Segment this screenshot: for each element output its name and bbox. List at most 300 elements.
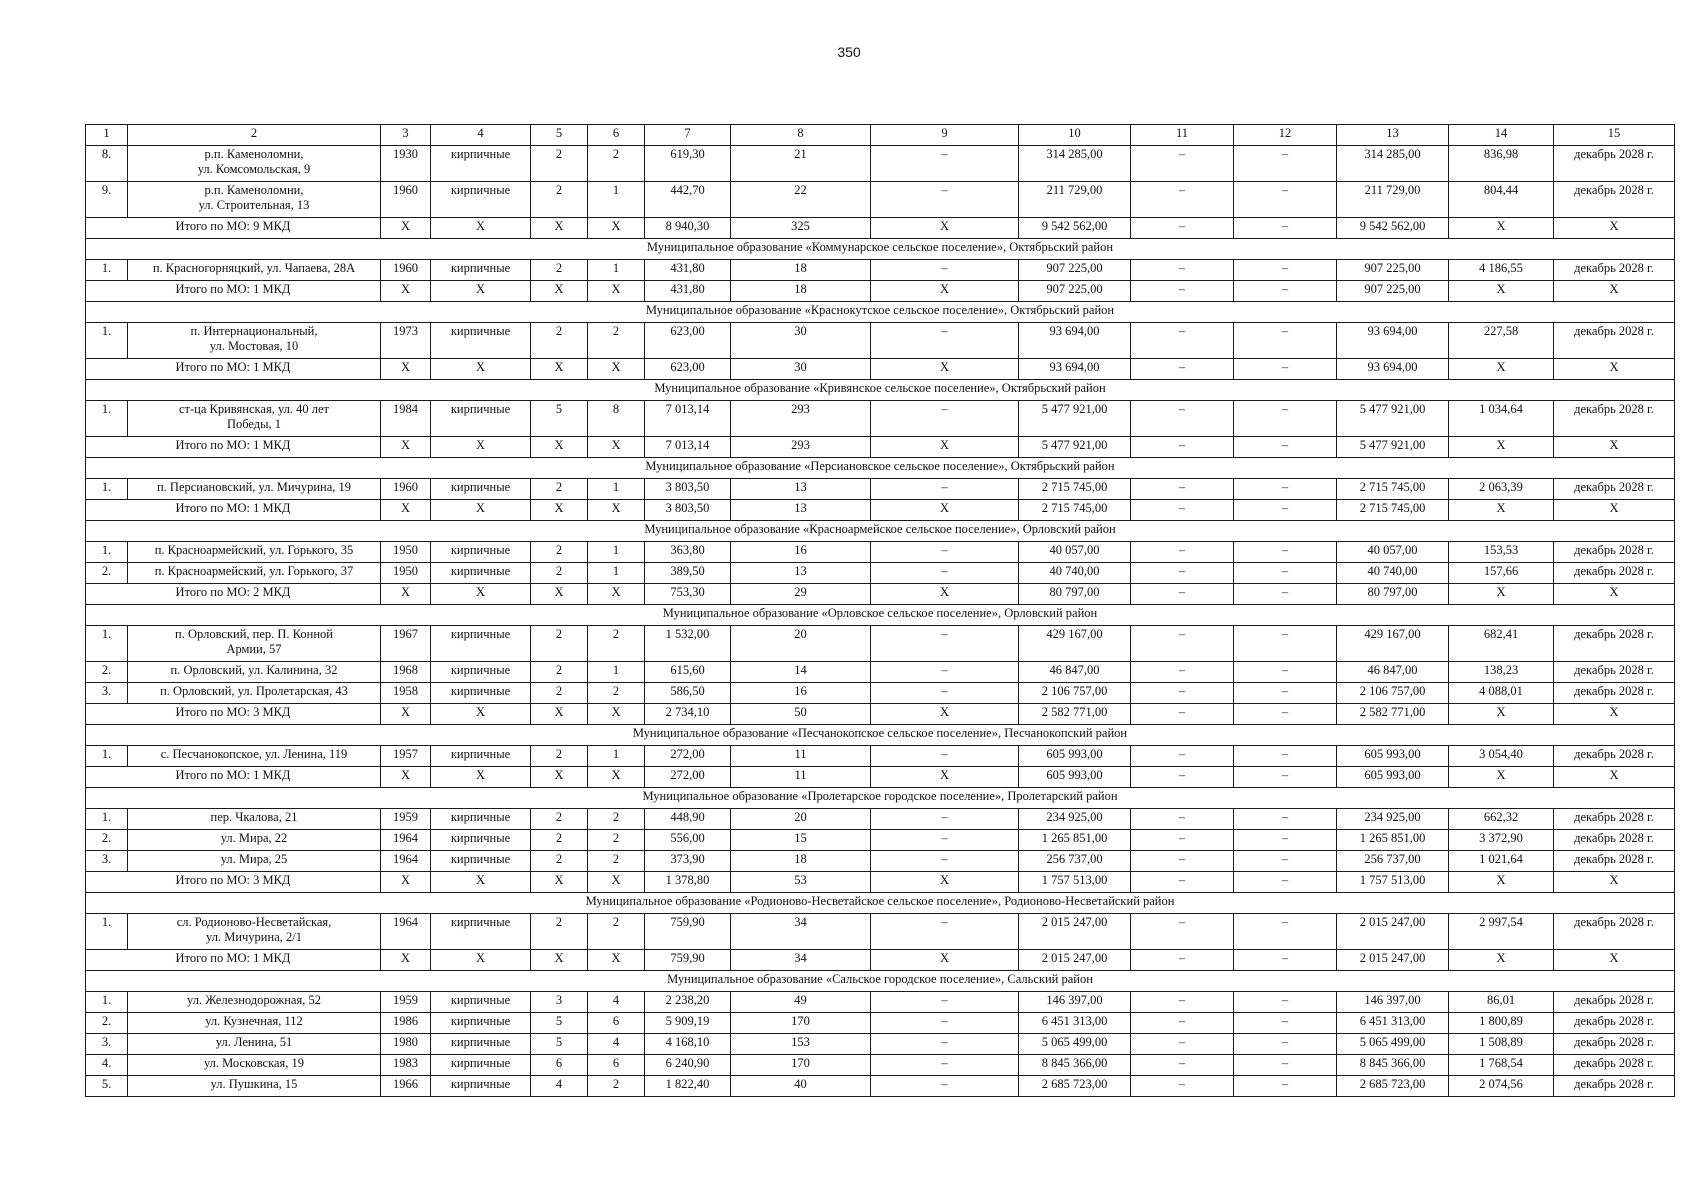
cell-col-5: Х	[531, 704, 588, 725]
row-number: 2.	[86, 830, 128, 851]
cell-col-9: Х	[871, 767, 1019, 788]
year-cell: 1960	[381, 479, 431, 500]
cell-col-15: Х	[1554, 359, 1675, 380]
row-number: 1.	[86, 401, 128, 437]
area-cell: 2 238,20	[645, 992, 731, 1013]
cell-col-12: –	[1234, 662, 1337, 683]
cell-col-12: –	[1234, 704, 1337, 725]
header-row	[86, 125, 1675, 146]
year-cell: 1959	[381, 992, 431, 1013]
column-header-5: 5	[531, 125, 588, 146]
municipality-header-row	[86, 458, 1675, 479]
unit-cost-cell: 1 021,64	[1449, 851, 1554, 872]
cost-cell: 40 057,00	[1019, 542, 1131, 563]
cell-col-11: –	[1131, 950, 1234, 971]
row-number: 3.	[86, 683, 128, 704]
cell-col-11: –	[1131, 872, 1234, 893]
cell-col-4: Х	[431, 281, 531, 302]
deadline-cell: декабрь 2028 г.	[1554, 323, 1675, 359]
unit-cost-cell: 1 034,64	[1449, 401, 1554, 437]
cell-col-12: –	[1234, 542, 1337, 563]
deadline-cell: декабрь 2028 г.	[1554, 260, 1675, 281]
cell-cost-total: 93 694,00	[1337, 359, 1449, 380]
column-header-6: 6	[588, 125, 645, 146]
row-number: 5.	[86, 1076, 128, 1097]
column-header-8: 8	[731, 125, 871, 146]
subtotal-row	[86, 950, 1675, 971]
area-cell: 272,00	[645, 746, 731, 767]
unit-cost-cell: 3 054,40	[1449, 746, 1554, 767]
area-cell: 431,80	[645, 260, 731, 281]
address-cell: ул. Мира, 25	[128, 851, 381, 872]
residents-cell: 14	[731, 662, 871, 683]
residents-cell: 21	[731, 146, 871, 182]
area-cell: 619,30	[645, 146, 731, 182]
cost-total-cell: 146 397,00	[1337, 992, 1449, 1013]
column-header-13: 13	[1337, 125, 1449, 146]
cell-col-11: –	[1131, 1034, 1234, 1055]
cell-col-11: –	[1131, 323, 1234, 359]
area-cell: 6 240,90	[645, 1055, 731, 1076]
cost-cell: 907 225,00	[1019, 260, 1131, 281]
cell-area: 759,90	[645, 950, 731, 971]
table-row	[86, 323, 1675, 359]
cell-col-11: –	[1131, 1055, 1234, 1076]
floors-cell: 3	[531, 992, 588, 1013]
area-cell: 389,50	[645, 563, 731, 584]
cell-cost: 5 477 921,00	[1019, 437, 1131, 458]
deadline-cell: декабрь 2028 г.	[1554, 662, 1675, 683]
cell-col-14: Х	[1449, 704, 1554, 725]
cell-col-15: Х	[1554, 500, 1675, 521]
cell-col-14: Х	[1449, 359, 1554, 380]
cell-col-11: –	[1131, 914, 1234, 950]
table-row	[86, 1055, 1675, 1076]
cell-col-11: –	[1131, 704, 1234, 725]
cell-col-8: 30	[731, 359, 871, 380]
cost-cell: 40 740,00	[1019, 563, 1131, 584]
deadline-cell: декабрь 2028 г.	[1554, 1076, 1675, 1097]
unit-cost-cell: 836,98	[1449, 146, 1554, 182]
row-number: 1.	[86, 542, 128, 563]
municipality-header-row	[86, 380, 1675, 401]
cell-cost-total: 605 993,00	[1337, 767, 1449, 788]
wall-material-cell: кирпичные	[431, 1013, 531, 1034]
municipality-header-row	[86, 971, 1675, 992]
cost-total-cell: 5 477 921,00	[1337, 401, 1449, 437]
cell-col-9: –	[871, 1013, 1019, 1034]
year-cell: 1983	[381, 1055, 431, 1076]
cell-col-9: –	[871, 830, 1019, 851]
municipality-header-row	[86, 788, 1675, 809]
residents-cell: 170	[731, 1013, 871, 1034]
cell-col-6: Х	[588, 704, 645, 725]
cell-col-9: Х	[871, 950, 1019, 971]
cell-col-12: –	[1234, 146, 1337, 182]
wall-material-cell: кирпичные	[431, 323, 531, 359]
cell-col-9: –	[871, 914, 1019, 950]
address-cell: п. Орловский, пер. П. Конной Армии, 57	[128, 626, 381, 662]
area-cell: 615,60	[645, 662, 731, 683]
row-number: 2.	[86, 662, 128, 683]
cell-col-12: –	[1234, 872, 1337, 893]
column-header-2: 2	[128, 125, 381, 146]
wall-material-cell: кирпичные	[431, 809, 531, 830]
entrances-cell: 1	[588, 746, 645, 767]
cell-col-9: Х	[871, 500, 1019, 521]
cell-col-5: Х	[531, 218, 588, 239]
cell-col-8: 34	[731, 950, 871, 971]
cell-col-3: Х	[381, 872, 431, 893]
unit-cost-cell: 86,01	[1449, 992, 1554, 1013]
cell-col-12: –	[1234, 1076, 1337, 1097]
cell-col-11: –	[1131, 992, 1234, 1013]
cell-col-5: Х	[531, 359, 588, 380]
row-number: 3.	[86, 1034, 128, 1055]
deadline-cell: декабрь 2028 г.	[1554, 1034, 1675, 1055]
table-row	[86, 662, 1675, 683]
area-cell: 442,70	[645, 182, 731, 218]
unit-cost-cell: 3 372,90	[1449, 830, 1554, 851]
deadline-cell: декабрь 2028 г.	[1554, 1013, 1675, 1034]
cell-col-11: –	[1131, 218, 1234, 239]
cell-col-12: –	[1234, 437, 1337, 458]
cell-col-3: Х	[381, 437, 431, 458]
cell-col-15: Х	[1554, 950, 1675, 971]
cost-total-cell: 234 925,00	[1337, 809, 1449, 830]
deadline-cell: декабрь 2028 г.	[1554, 830, 1675, 851]
cell-col-11: –	[1131, 683, 1234, 704]
cell-col-11: –	[1131, 809, 1234, 830]
entrances-cell: 1	[588, 260, 645, 281]
wall-material-cell: кирпичные	[431, 1034, 531, 1055]
cell-col-12: –	[1234, 830, 1337, 851]
cell-col-12: –	[1234, 500, 1337, 521]
cell-col-12: –	[1234, 260, 1337, 281]
cell-col-6: Х	[588, 437, 645, 458]
cell-col-14: Х	[1449, 584, 1554, 605]
address-cell: с. Песчанокопское, ул. Ленина, 119	[128, 746, 381, 767]
cell-col-6: Х	[588, 584, 645, 605]
row-number: 9.	[86, 182, 128, 218]
residents-cell: 30	[731, 323, 871, 359]
column-header-10: 10	[1019, 125, 1131, 146]
cell-col-14: Х	[1449, 500, 1554, 521]
entrances-cell: 6	[588, 1055, 645, 1076]
row-number: 2.	[86, 1013, 128, 1034]
floors-cell: 4	[531, 1076, 588, 1097]
cell-area: 2 734,10	[645, 704, 731, 725]
entrances-cell: 6	[588, 1013, 645, 1034]
entrances-cell: 2	[588, 914, 645, 950]
cost-cell: 2 015 247,00	[1019, 914, 1131, 950]
cell-col-11: –	[1131, 479, 1234, 500]
floors-cell: 5	[531, 401, 588, 437]
residents-cell: 153	[731, 1034, 871, 1055]
wall-material-cell: кирпичные	[431, 1055, 531, 1076]
cell-col-4: Х	[431, 704, 531, 725]
year-cell: 1959	[381, 809, 431, 830]
column-header-15: 15	[1554, 125, 1675, 146]
cell-cost: 2 715 745,00	[1019, 500, 1131, 521]
wall-material-cell: кирпичные	[431, 401, 531, 437]
unit-cost-cell: 1 508,89	[1449, 1034, 1554, 1055]
cell-cost-total: 80 797,00	[1337, 584, 1449, 605]
cell-col-9: Х	[871, 218, 1019, 239]
table-row	[86, 914, 1675, 950]
cell-col-11: –	[1131, 584, 1234, 605]
floors-cell: 2	[531, 260, 588, 281]
row-number: 4.	[86, 1055, 128, 1076]
column-header-12: 12	[1234, 125, 1337, 146]
address-cell: ул. Пушкина, 15	[128, 1076, 381, 1097]
unit-cost-cell: 662,32	[1449, 809, 1554, 830]
entrances-cell: 8	[588, 401, 645, 437]
cell-col-14: Х	[1449, 281, 1554, 302]
table-row	[86, 479, 1675, 500]
deadline-cell: декабрь 2028 г.	[1554, 146, 1675, 182]
year-cell: 1964	[381, 830, 431, 851]
residents-cell: 49	[731, 992, 871, 1013]
cell-cost-total: 1 757 513,00	[1337, 872, 1449, 893]
subtotal-row	[86, 584, 1675, 605]
deadline-cell: декабрь 2028 г.	[1554, 182, 1675, 218]
cell-col-12: –	[1234, 1013, 1337, 1034]
cost-total-cell: 2 685 723,00	[1337, 1076, 1449, 1097]
subtotal-row	[86, 281, 1675, 302]
cell-cost: 907 225,00	[1019, 281, 1131, 302]
cost-cell: 1 265 851,00	[1019, 830, 1131, 851]
floors-cell: 2	[531, 809, 588, 830]
cost-total-cell: 5 065 499,00	[1337, 1034, 1449, 1055]
year-cell: 1950	[381, 563, 431, 584]
cell-col-5: Х	[531, 281, 588, 302]
entrances-cell: 2	[588, 146, 645, 182]
table-row	[86, 683, 1675, 704]
area-cell: 1 532,00	[645, 626, 731, 662]
cell-cost: 2 015 247,00	[1019, 950, 1131, 971]
unit-cost-cell: 227,58	[1449, 323, 1554, 359]
cell-col-12: –	[1234, 950, 1337, 971]
area-cell: 3 803,50	[645, 479, 731, 500]
municipality-title: Муниципальное образование «Пролетарское городское поселение», Пролетарский район	[86, 788, 1675, 809]
cell-col-12: –	[1234, 683, 1337, 704]
area-cell: 448,90	[645, 809, 731, 830]
cell-cost: 1 757 513,00	[1019, 872, 1131, 893]
subtotal-label: Итого по МО: 1 МКД	[86, 359, 381, 380]
floors-cell: 2	[531, 479, 588, 500]
cell-cost-total: 5 477 921,00	[1337, 437, 1449, 458]
unit-cost-cell: 2 997,54	[1449, 914, 1554, 950]
cell-area: 623,00	[645, 359, 731, 380]
column-header-9: 9	[871, 125, 1019, 146]
cell-col-15: Х	[1554, 767, 1675, 788]
cell-area: 3 803,50	[645, 500, 731, 521]
cell-col-4: Х	[431, 437, 531, 458]
address-cell: п. Красноармейский, ул. Горького, 35	[128, 542, 381, 563]
cell-col-12: –	[1234, 767, 1337, 788]
deadline-cell: декабрь 2028 г.	[1554, 851, 1675, 872]
cell-col-12: –	[1234, 323, 1337, 359]
cost-cell: 6 451 313,00	[1019, 1013, 1131, 1034]
cost-total-cell: 6 451 313,00	[1337, 1013, 1449, 1034]
year-cell: 1966	[381, 1076, 431, 1097]
cell-col-6: Х	[588, 950, 645, 971]
cell-col-11: –	[1131, 563, 1234, 584]
cell-col-15: Х	[1554, 281, 1675, 302]
floors-cell: 2	[531, 563, 588, 584]
wall-material-cell: кирпичные	[431, 626, 531, 662]
cell-col-9: –	[871, 182, 1019, 218]
wall-material-cell: кирпичные	[431, 1076, 531, 1097]
cell-col-9: Х	[871, 872, 1019, 893]
cell-col-9: –	[871, 479, 1019, 500]
residents-cell: 22	[731, 182, 871, 218]
area-cell: 4 168,10	[645, 1034, 731, 1055]
cell-col-15: Х	[1554, 218, 1675, 239]
cell-col-3: Х	[381, 950, 431, 971]
cell-col-9: Х	[871, 704, 1019, 725]
deadline-cell: декабрь 2028 г.	[1554, 809, 1675, 830]
cell-col-4: Х	[431, 500, 531, 521]
wall-material-cell: кирпичные	[431, 146, 531, 182]
cost-total-cell: 40 740,00	[1337, 563, 1449, 584]
address-cell: ул. Железнодорожная, 52	[128, 992, 381, 1013]
cell-col-12: –	[1234, 809, 1337, 830]
cost-total-cell: 2 015 247,00	[1337, 914, 1449, 950]
cost-cell: 93 694,00	[1019, 323, 1131, 359]
cell-col-9: Х	[871, 359, 1019, 380]
cell-col-6: Х	[588, 767, 645, 788]
wall-material-cell: кирпичные	[431, 479, 531, 500]
municipality-header-row	[86, 521, 1675, 542]
cell-col-11: –	[1131, 500, 1234, 521]
cell-col-15: Х	[1554, 704, 1675, 725]
entrances-cell: 2	[588, 323, 645, 359]
floors-cell: 2	[531, 851, 588, 872]
row-number: 2.	[86, 563, 128, 584]
table-row	[86, 992, 1675, 1013]
cost-total-cell: 314 285,00	[1337, 146, 1449, 182]
cell-cost-total: 2 715 745,00	[1337, 500, 1449, 521]
subtotal-row	[86, 704, 1675, 725]
cell-col-9: –	[871, 851, 1019, 872]
entrances-cell: 2	[588, 1076, 645, 1097]
address-cell: п. Орловский, ул. Калинина, 32	[128, 662, 381, 683]
floors-cell: 2	[531, 146, 588, 182]
municipality-title: Муниципальное образование «Родионово-Несветайское сельское поселение», Родионово-Несветайский район	[86, 893, 1675, 914]
cell-col-9: –	[871, 992, 1019, 1013]
cell-col-12: –	[1234, 479, 1337, 500]
row-number: 1.	[86, 479, 128, 500]
floors-cell: 2	[531, 182, 588, 218]
subtotal-row	[86, 872, 1675, 893]
cell-col-4: Х	[431, 767, 531, 788]
year-cell: 1957	[381, 746, 431, 767]
cost-total-cell: 93 694,00	[1337, 323, 1449, 359]
year-cell: 1950	[381, 542, 431, 563]
cost-cell: 5 477 921,00	[1019, 401, 1131, 437]
cost-total-cell: 256 737,00	[1337, 851, 1449, 872]
wall-material-cell: кирпичные	[431, 992, 531, 1013]
cell-col-11: –	[1131, 1013, 1234, 1034]
cell-col-3: Х	[381, 218, 431, 239]
unit-cost-cell: 1 800,89	[1449, 1013, 1554, 1034]
cost-total-cell: 8 845 366,00	[1337, 1055, 1449, 1076]
residents-cell: 15	[731, 830, 871, 851]
area-cell: 373,90	[645, 851, 731, 872]
area-cell: 7 013,14	[645, 401, 731, 437]
cell-col-12: –	[1234, 914, 1337, 950]
cell-col-9: –	[871, 563, 1019, 584]
cost-total-cell: 1 265 851,00	[1337, 830, 1449, 851]
municipality-header-row	[86, 239, 1675, 260]
cell-col-5: Х	[531, 950, 588, 971]
floors-cell: 5	[531, 1013, 588, 1034]
cell-col-9: –	[871, 542, 1019, 563]
entrances-cell: 1	[588, 479, 645, 500]
cell-col-6: Х	[588, 500, 645, 521]
entrances-cell: 2	[588, 851, 645, 872]
column-header-4: 4	[431, 125, 531, 146]
deadline-cell: декабрь 2028 г.	[1554, 401, 1675, 437]
cell-col-5: Х	[531, 872, 588, 893]
cell-col-14: Х	[1449, 767, 1554, 788]
address-cell: ул. Ленина, 51	[128, 1034, 381, 1055]
cell-cost: 2 582 771,00	[1019, 704, 1131, 725]
cell-cost-total: 907 225,00	[1337, 281, 1449, 302]
deadline-cell: декабрь 2028 г.	[1554, 479, 1675, 500]
row-number: 1.	[86, 746, 128, 767]
floors-cell: 5	[531, 1034, 588, 1055]
floors-cell: 6	[531, 1055, 588, 1076]
cell-col-6: Х	[588, 281, 645, 302]
cell-cost-total: 2 015 247,00	[1337, 950, 1449, 971]
table-row	[86, 401, 1675, 437]
residents-cell: 16	[731, 542, 871, 563]
cost-total-cell: 211 729,00	[1337, 182, 1449, 218]
unit-cost-cell: 4 186,55	[1449, 260, 1554, 281]
residents-cell: 293	[731, 401, 871, 437]
subtotal-label: Итого по МО: 1 МКД	[86, 767, 381, 788]
cell-area: 7 013,14	[645, 437, 731, 458]
deadline-cell: декабрь 2028 г.	[1554, 683, 1675, 704]
cell-col-9: Х	[871, 584, 1019, 605]
year-cell: 1980	[381, 1034, 431, 1055]
entrances-cell: 2	[588, 809, 645, 830]
cell-col-8: 53	[731, 872, 871, 893]
floors-cell: 2	[531, 542, 588, 563]
page-number: 350	[837, 44, 861, 60]
cell-col-12: –	[1234, 584, 1337, 605]
deadline-cell: декабрь 2028 г.	[1554, 542, 1675, 563]
cell-col-11: –	[1131, 746, 1234, 767]
floors-cell: 2	[531, 626, 588, 662]
table-row	[86, 1013, 1675, 1034]
cell-col-15: Х	[1554, 437, 1675, 458]
address-cell: п. Персиановский, ул. Мичурина, 19	[128, 479, 381, 500]
cell-col-9: –	[871, 401, 1019, 437]
cell-col-11: –	[1131, 626, 1234, 662]
entrances-cell: 2	[588, 683, 645, 704]
cell-cost-total: 9 542 562,00	[1337, 218, 1449, 239]
cell-col-9: –	[871, 146, 1019, 182]
subtotal-row	[86, 500, 1675, 521]
cell-col-9: Х	[871, 437, 1019, 458]
address-cell: ул. Московская, 19	[128, 1055, 381, 1076]
unit-cost-cell: 153,53	[1449, 542, 1554, 563]
cell-col-12: –	[1234, 851, 1337, 872]
